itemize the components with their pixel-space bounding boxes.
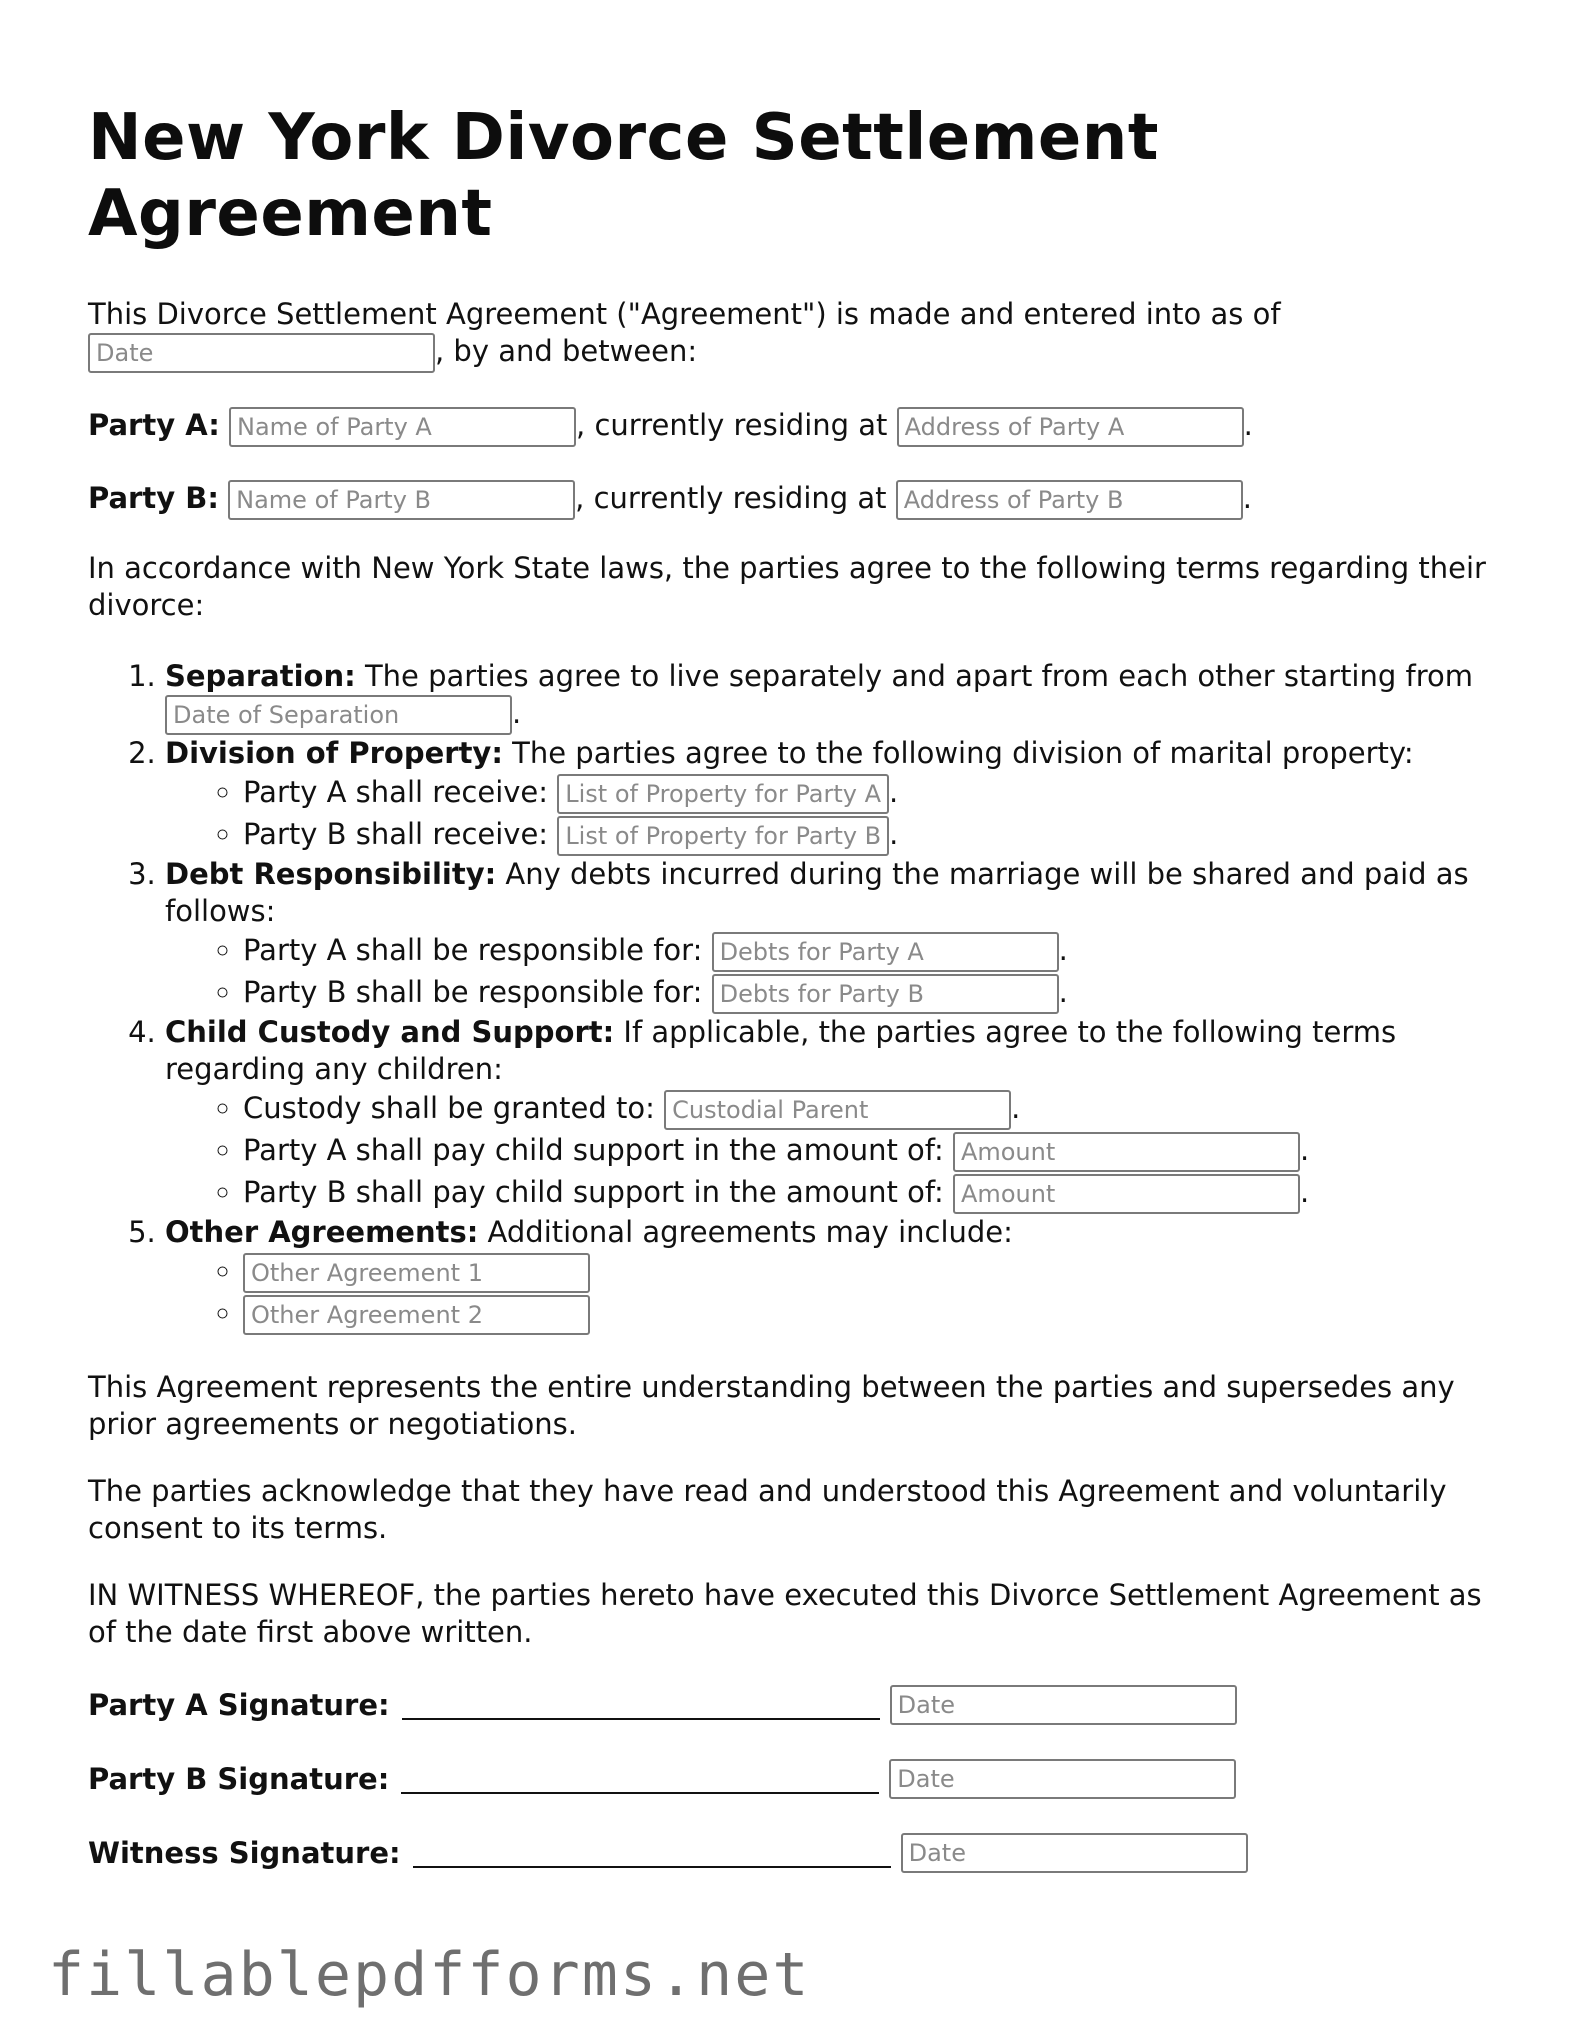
term-other [165, 1214, 1508, 1335]
intro-text: This Divorce Settlement Agreement ("Agreement") is made and entered into as of [88, 297, 1281, 331]
watermark: fillablepdfforms.net [48, 1940, 811, 2010]
period: . [512, 696, 522, 730]
party-b-end: . [1242, 481, 1252, 515]
party-a-name-field[interactable]: Name of Party A [229, 407, 576, 447]
witness-signature-line[interactable] [413, 1838, 891, 1868]
party-b-signature-date-field[interactable]: Date [889, 1759, 1236, 1799]
list-item [243, 1130, 1508, 1172]
intro-paragraph [88, 296, 1508, 373]
other-sublist [165, 1251, 1508, 1335]
entire-agreement-paragraph: This Agreement represents the entire understanding between the parties and supersedes any prior agreements or negotiations. [88, 1370, 1455, 1441]
period: . [1058, 933, 1068, 967]
list-item [243, 772, 1508, 814]
other-heading: Other Agreements: [165, 1215, 479, 1249]
other-agreement-2-field[interactable]: Other Agreement 2 [243, 1295, 590, 1335]
intro-text-after: , by and between: [435, 334, 698, 368]
party-b-signature-row [88, 1759, 1508, 1799]
custodial-parent-field[interactable]: Custodial Parent [664, 1090, 1011, 1130]
witness-signature-date-field[interactable]: Date [901, 1833, 1248, 1873]
party-a-signature-date-field[interactable]: Date [890, 1685, 1237, 1725]
acknowledge-paragraph: The parties acknowledge that they have read and understood this Agreement and voluntarily consent to its terms. [88, 1474, 1447, 1545]
separation-date-field[interactable]: Date of Separation [165, 695, 512, 735]
witness-whereof-paragraph: IN WITNESS WHEREOF, the parties hereto have executed this Divorce Settlement Agreement as of the date first above written. [88, 1578, 1482, 1649]
terms-list [88, 658, 1508, 1335]
period: . [1300, 1175, 1310, 1209]
party-b-address-field[interactable]: Address of Party B [896, 480, 1243, 520]
party-b-label: Party B: [88, 481, 219, 515]
custody-sublist [165, 1088, 1508, 1214]
list-item [243, 972, 1508, 1014]
property-a-label: Party A shall receive: [243, 775, 549, 809]
separation-heading: Separation: [165, 659, 356, 693]
party-a-signature-label: Party A Signature: [88, 1687, 390, 1722]
signature-block [88, 1685, 1508, 1873]
party-a-residing-text: , currently residing at [576, 408, 888, 442]
period: . [1011, 1091, 1021, 1125]
party-a-label: Party A: [88, 408, 220, 442]
support-a-label: Party A shall pay child support in the amount of: [243, 1133, 944, 1167]
property-a-field[interactable]: List of Property for Party A [557, 774, 889, 814]
debt-a-field[interactable]: Debts for Party A [712, 932, 1059, 972]
accordance-paragraph: In accordance with New York State laws, the parties agree to the following terms regarding their divorce: [88, 551, 1486, 622]
party-a-signature-row [88, 1685, 1508, 1725]
term-debt [165, 856, 1508, 1014]
debt-a-label: Party A shall be responsible for: [243, 933, 703, 967]
document-page [88, 100, 1508, 1873]
other-agreement-1-field[interactable]: Other Agreement 1 [243, 1253, 590, 1293]
debt-b-label: Party B shall be responsible for: [243, 975, 703, 1009]
support-a-amount-field[interactable]: Amount [953, 1132, 1300, 1172]
party-a-end: . [1243, 408, 1253, 442]
support-b-amount-field[interactable]: Amount [953, 1174, 1300, 1214]
other-text: Additional agreements may include: [478, 1215, 1013, 1249]
period: . [889, 775, 899, 809]
agreement-date-field[interactable]: Date [88, 333, 435, 373]
property-text: The parties agree to the following division of marital property: [502, 736, 1414, 770]
list-item [243, 1088, 1508, 1130]
party-b-name-field[interactable]: Name of Party B [228, 480, 575, 520]
list-item [243, 814, 1508, 856]
list-item [243, 930, 1508, 972]
page-title: New York Divorce Settlement Agreement [88, 101, 1159, 251]
party-b-line [88, 480, 1508, 520]
term-property [165, 735, 1508, 856]
witness-signature-label: Witness Signature: [88, 1835, 401, 1870]
party-a-signature-line[interactable] [402, 1690, 880, 1720]
debt-heading: Debt Responsibility: [165, 857, 497, 891]
debt-b-field[interactable]: Debts for Party B [712, 974, 1059, 1014]
property-sublist [165, 772, 1508, 856]
party-a-address-field[interactable]: Address of Party A [897, 407, 1244, 447]
party-b-signature-line[interactable] [401, 1764, 879, 1794]
period: . [1299, 1133, 1310, 1167]
list-item [243, 1251, 1508, 1293]
party-a-line [88, 407, 1508, 447]
term-separation [165, 658, 1508, 735]
custody-text: If applicable, the parties agree to the following terms regarding any children: [165, 1015, 1397, 1086]
custody-label: Custody shall be granted to: [243, 1091, 655, 1125]
period: . [1058, 975, 1068, 1009]
list-item [243, 1293, 1508, 1335]
debt-sublist [165, 930, 1508, 1014]
support-b-label: Party B shall pay child support in the amount of: [243, 1175, 944, 1209]
property-b-label: Party B shall receive: [243, 817, 549, 851]
custody-heading: Child Custody and Support: [165, 1015, 615, 1049]
list-item [243, 1172, 1508, 1214]
separation-text: The parties agree to live separately and apart from each other starting from [355, 659, 1473, 693]
party-b-residing-text: , currently residing at [575, 481, 887, 515]
property-heading: Division of Property: [165, 736, 503, 770]
party-b-signature-label: Party B Signature: [88, 1761, 390, 1796]
period: . [889, 817, 899, 851]
term-custody [165, 1014, 1508, 1214]
property-b-field[interactable]: List of Property for Party B [557, 816, 889, 856]
witness-signature-row [88, 1833, 1508, 1873]
debt-text: Any debts incurred during the marriage will be shared and paid as follows: [165, 857, 1469, 928]
